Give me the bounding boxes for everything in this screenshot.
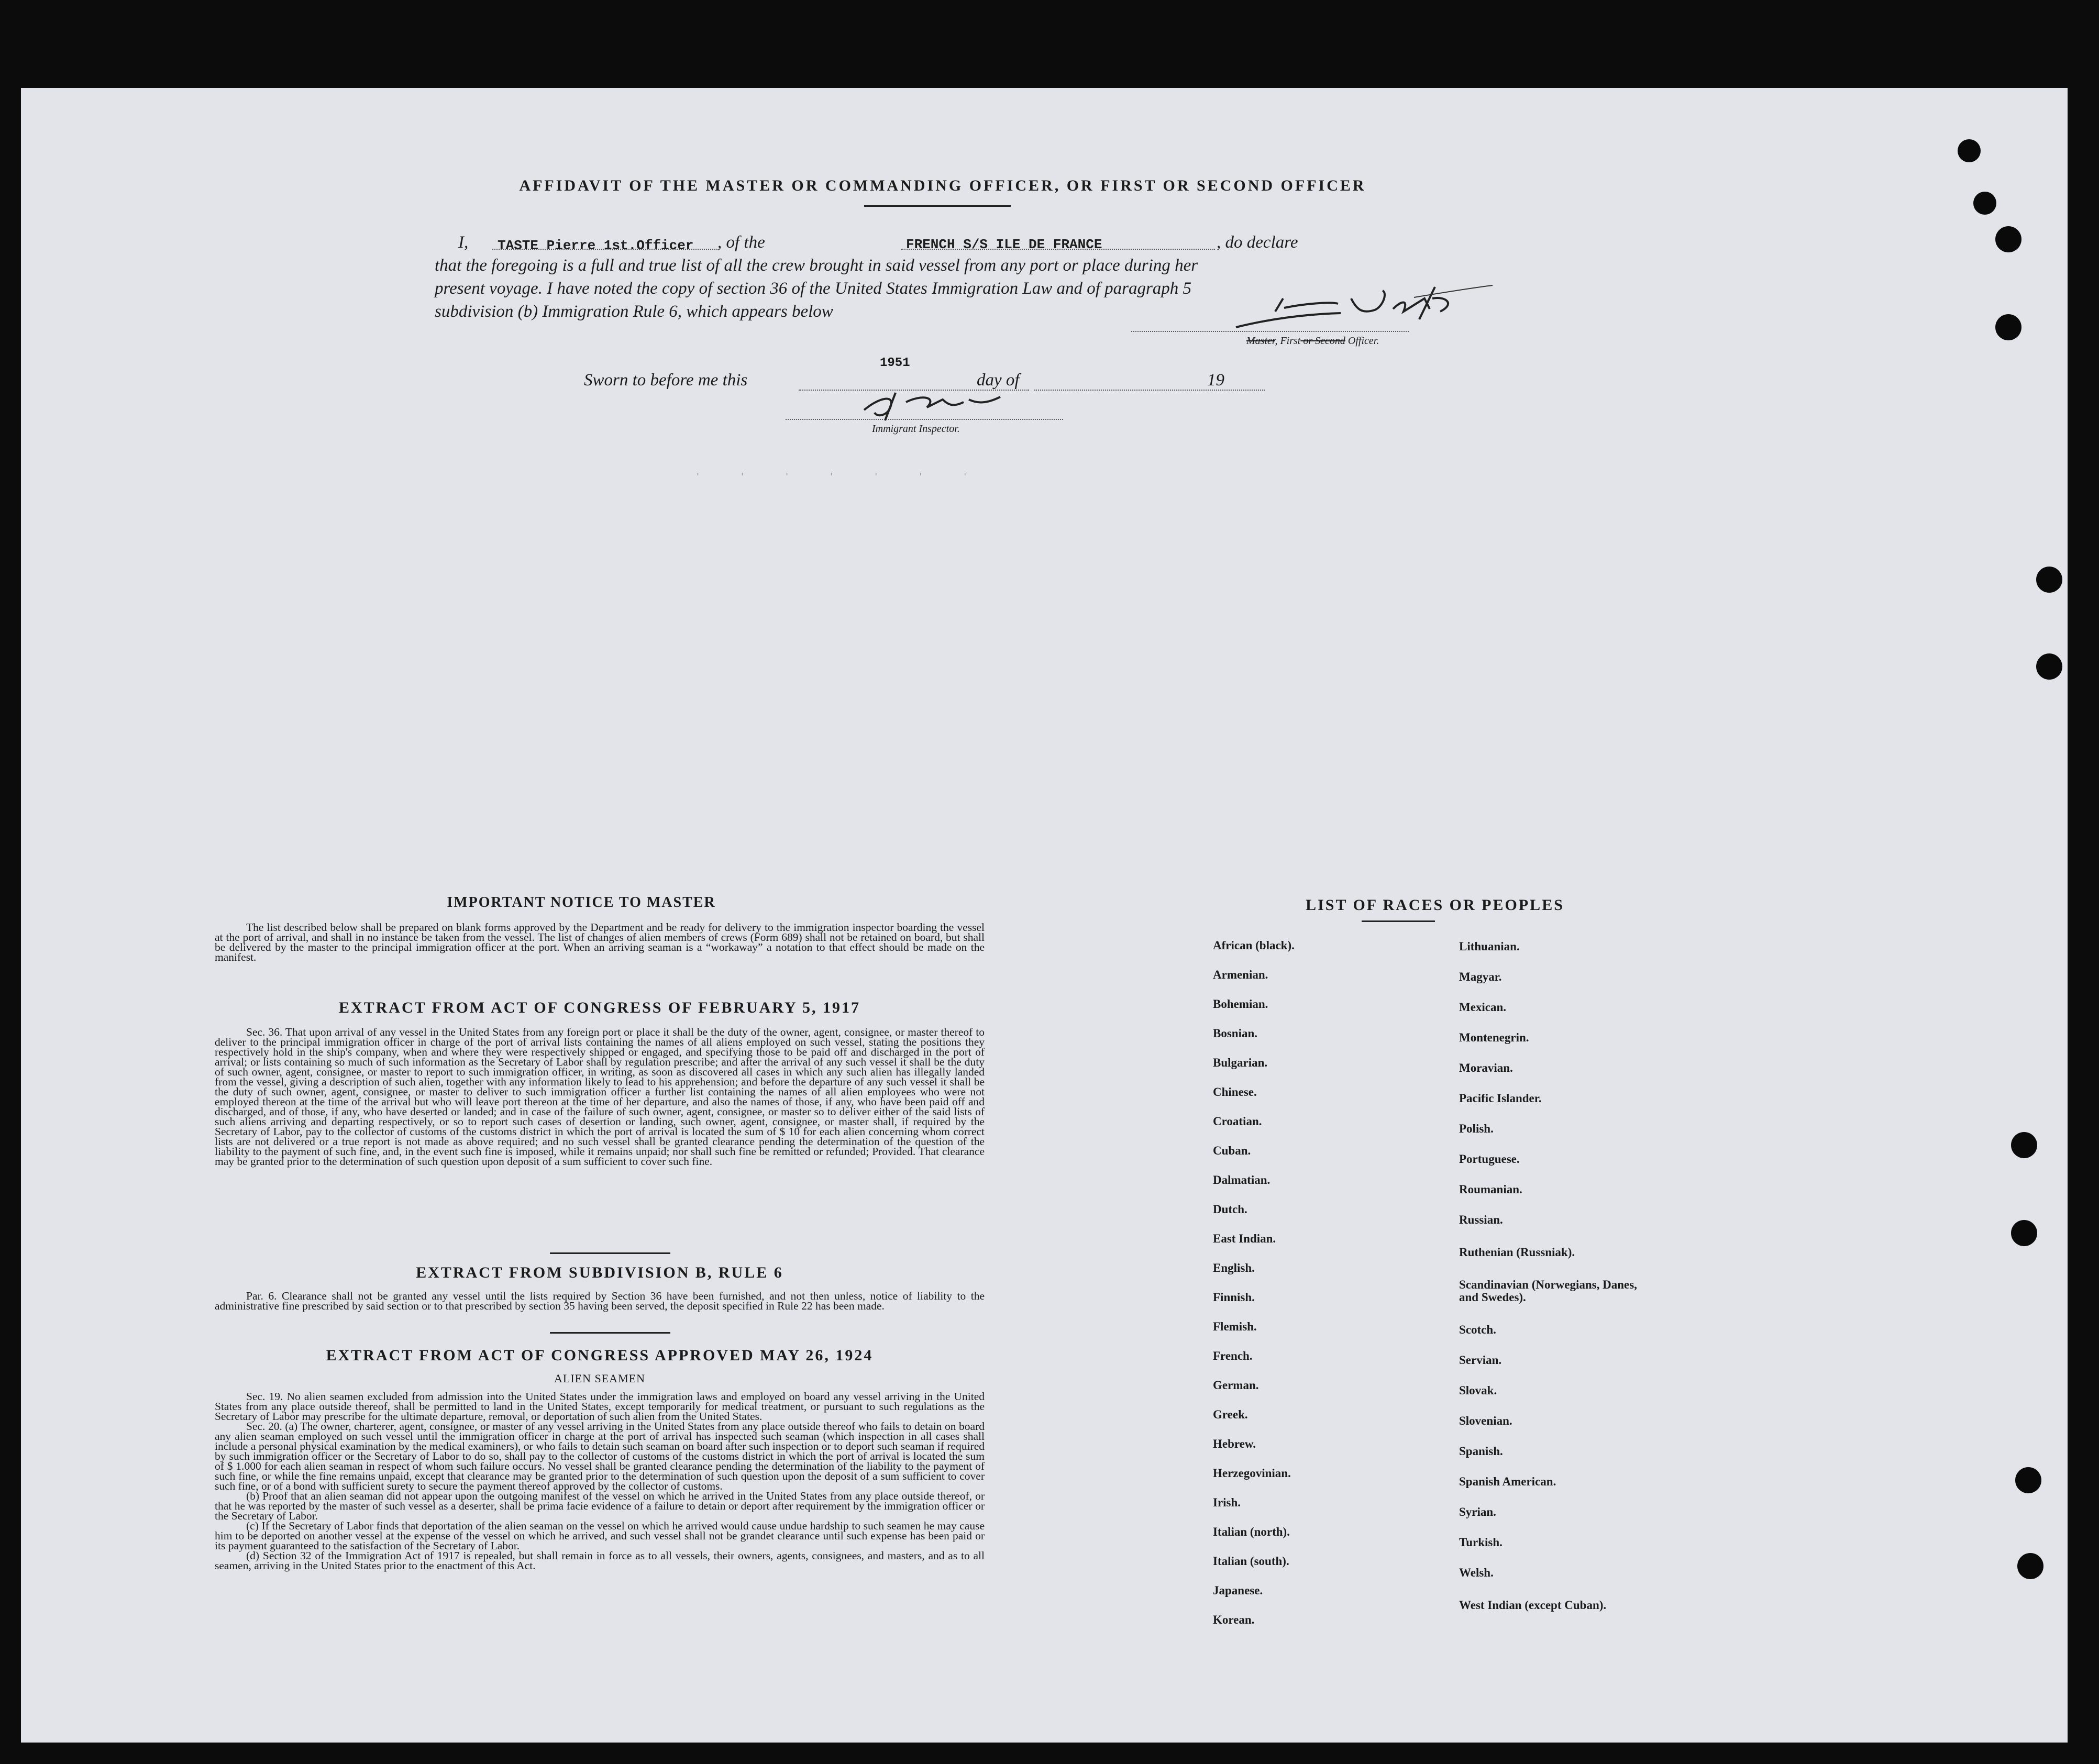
race-item: Korean. <box>1213 1613 1255 1626</box>
race-item: Herzegovinian. <box>1213 1467 1291 1480</box>
extract-1924-title: EXTRACT FROM ACT OF CONGRESS APPROVED MAY 26, 1924 <box>326 1347 874 1364</box>
inspector-label: Immigrant Inspector. <box>872 423 960 435</box>
extract-1917-paragraph: Sec. 36. That upon arrival of any vessel in the United States from any foreign port or place it shall be the duty of the owner, agent, consignee, or master thereof to deliver to the principal immigration officer in charge of the port of arrival lists containing the names of all aliens employed on such vessel, stating the positions they respectively hold in the ship's company, when and where they were respectively shipped or engaged, and specifying those to be paid off and discharged in the port of arrival; or lists containing so much of such information as the Secretary of Labor shall by regulation prescribe; and after the arrival of any such vessel it shall be the duty of such owner, agent, consignee, or master to report to such immigration officer, in writing, as soon as discovered all cases in which any such alien has illegally landed from the vessel, giving a description of such alien, together with any information likely to lead to his apprehension; and before the departure of any such vessel it shall be the duty of such owner, agent, consignee, or master to deliver to such immigration officer a further list containing the names of all alien employees who were not employed thereon at the time of the arrival but who will leave port thereon at the time of her departure, and also the names of those, if any, who have been paid off and discharged, and of those, if any, who have deserted or landed; and in case of the failure of such owner, agent, consignee, or master so to deliver either of the said lists of such aliens arriving and departing respectively, or so to report such cases of desertion or landing, such owner, agent, consignee, or master shall, if required by the Secretary of Labor, pay to the collector of customs of the customs district in which the port of arrival is located the sum of $ 10 for each alien concerning whom correct lists are not delivered or a true report is not made as above required; and no such vessel shall be granted clearance pending the determination of the question of the liability to the payment of such fine, and, in the event such fine is imposed, while it remains unpaid; nor shall such fine be remitted or refunded; Provided. That clearance may be granted prior to the determination of such question upon deposit of a sum sufficient to cover such fine. <box>215 1026 985 1168</box>
first-label: , First <box>1275 335 1301 347</box>
extract-1924-text <box>215 1392 985 1571</box>
race-item: French. <box>1213 1349 1253 1362</box>
race-item: Slovak. <box>1459 1384 1497 1397</box>
of-the-text: , of the <box>717 233 765 252</box>
signature-label <box>1246 335 1379 347</box>
race-item: Chinese. <box>1213 1085 1257 1099</box>
race-item: Moravian. <box>1459 1061 1513 1074</box>
race-item: Slovenian. <box>1459 1414 1512 1427</box>
race-item: Turkish. <box>1459 1536 1503 1549</box>
race-item: English. <box>1213 1261 1255 1274</box>
race-item: Flemish. <box>1213 1320 1257 1333</box>
title-rule <box>864 205 1011 207</box>
race-item: Syrian. <box>1459 1505 1496 1518</box>
race-item: Pacific Islander. <box>1459 1092 1542 1105</box>
race-item: Armenian. <box>1213 968 1268 981</box>
race-item: Italian (north). <box>1213 1525 1290 1538</box>
race-item: Cuban. <box>1213 1144 1251 1157</box>
sec-20d-paragraph: (d) Section 32 of the Immigration Act of 1917 is repealed, but shall remain in force as to all vessels, their owners, agents, consignees, and masters, and as to all seamen, arriving in the United States prior to the enactment of this Act. <box>215 1549 985 1572</box>
officer-name: TASTE Pierre 1st.Officer <box>498 238 694 253</box>
race-item: German. <box>1213 1379 1259 1392</box>
race-item: Scotch. <box>1459 1323 1496 1336</box>
race-item: Bohemian. <box>1213 997 1268 1011</box>
extract-1917-title: EXTRACT FROM ACT OF CONGRESS OF FEBRUARY 5, 1917 <box>338 999 861 1016</box>
race-item: Spanish. <box>1459 1445 1503 1458</box>
separator-rule <box>550 1252 670 1254</box>
declaration-line-1 <box>435 231 1419 254</box>
bleed-through-marks: ' ' ' ' ' ' ' <box>697 471 967 482</box>
race-item: East Indian. <box>1213 1232 1276 1245</box>
punch-hole <box>2036 567 2062 593</box>
alien-seamen-subtitle: ALIEN SEAMEN <box>554 1372 645 1385</box>
race-item: Italian (south). <box>1213 1555 1289 1568</box>
month-line <box>1034 390 1265 391</box>
race-item: Polish. <box>1459 1122 1494 1135</box>
race-item: Lithuanian. <box>1459 940 1520 953</box>
race-item: Scandinavian (Norwegians, Danes, and Swedes). <box>1459 1278 1637 1304</box>
master-struck-label: Master <box>1246 335 1275 347</box>
sec-20a-paragraph: Sec. 20. (a) The owner, charterer, agent, consignee, or master of any vessel arriving in the United States from any place outside thereof who fails to detain on board any alien seaman employed on such vessel until the immigration officer in charge at the port of arrival has inspected such seaman (which inspection in all cases shall include a personal physical examination by the medical examiners), or who fails to detain such seaman on board after such inspection or to deport such seaman if required by such immigration officer or the Secretary of Labor to do so, shall pay to the collector of customs of the customs district in which the port of arrival is located the sum of $ 1.000 for each alien seaman in respect of whom such failure occurs. No vessel shall be granted clearance pending the determination of the liability to the payment of such fine, or while the fine remains unpaid, except that clearance may be granted prior to the determination of such question upon the deposit of a sum sufficient to cover such fine, or of a bond with sufficient surety to secure the payment thereof approved by the collector of customs. <box>215 1420 985 1492</box>
punch-hole <box>1995 226 2021 252</box>
second-struck-label: or Second <box>1300 335 1345 347</box>
race-item: Welsh. <box>1459 1566 1494 1579</box>
punch-hole <box>2017 1553 2043 1579</box>
races-title-rule <box>1362 920 1435 922</box>
notice-text <box>215 923 985 962</box>
punch-hole <box>2015 1467 2041 1493</box>
race-item: Roumanian. <box>1459 1183 1522 1196</box>
rule6-text <box>215 1291 985 1311</box>
punch-hole <box>2011 1220 2037 1246</box>
separator-rule <box>550 1332 670 1334</box>
race-item: Bosnian. <box>1213 1027 1258 1040</box>
do-declare-text: , do declare <box>1217 233 1298 252</box>
day-of-text: day of <box>977 371 1020 390</box>
race-item: Servian. <box>1459 1353 1502 1367</box>
race-item: Spanish American. <box>1459 1475 1556 1488</box>
rule6-title: EXTRACT FROM SUBDIVISION B, RULE 6 <box>416 1264 783 1281</box>
race-item: Bulgarian. <box>1213 1056 1268 1069</box>
year-prefix: 19 <box>1207 371 1224 390</box>
notice-title: IMPORTANT NOTICE TO MASTER <box>447 894 716 911</box>
races-title: LIST OF RACES OR PEOPLES <box>1306 896 1564 914</box>
race-item: Irish. <box>1213 1496 1241 1509</box>
race-item: Japanese. <box>1213 1584 1263 1597</box>
punch-hole <box>1973 192 1996 215</box>
sec-19-paragraph: Sec. 19. No alien seamen excluded from admission into the United States under the immigration laws and employed on board any vessel arriving in the United States from any place outside thereof, shall be permitted to land in the United States, except temporarily for medical treatment, or pursuant to such regulations as the Secretary of Labor may prescribe for the ultimate departure, removal, or deportation of such alien from the United States. <box>215 1390 985 1423</box>
race-item: Magyar. <box>1459 970 1502 983</box>
race-item: Portuguese. <box>1459 1152 1520 1166</box>
race-item: Croatian. <box>1213 1115 1262 1128</box>
punch-hole <box>1995 314 2021 340</box>
race-item: Dalmatian. <box>1213 1173 1271 1186</box>
rule6-paragraph: Par. 6. Clearance shall not be granted any vessel until the lists required by Section 36 have been furnished, and not then unless, notice of liability to the administrative fine prescribed by said section or to that prescribed by section 35 having been served, the deposit specified in Rule 22 has been made. <box>215 1290 985 1312</box>
vessel-name: FRENCH S/S ILE DE FRANCE <box>906 237 1102 252</box>
sec-20b-paragraph: (b) Proof that an alien seaman did not appear upon the outgoing manifest of the vessel on which he arrived in the United States from any place outside thereof, or that he was reported by the master of such vessel as a deserter, shall be prima facie evidence of a failure to detain or deport after requirement by the immigration officer or the Secretary of Labor. <box>215 1490 985 1522</box>
race-item: Russian. <box>1459 1213 1503 1226</box>
signature-line <box>1131 331 1409 332</box>
punch-hole <box>1958 139 1981 162</box>
inspector-line <box>786 419 1063 420</box>
race-item: Ruthenian (Russniak). <box>1459 1246 1575 1259</box>
officer-name-line <box>492 249 717 250</box>
stamped-year: 1951 <box>880 356 910 370</box>
race-item: Greek. <box>1213 1408 1248 1421</box>
declaration-line-3: present voyage. I have noted the copy of section 36 of the United States Immigration Law and of paragraph 5 <box>435 279 1192 298</box>
notice-paragraph: The list described below shall be prepared on blank forms approved by the Department and be ready for delivery to the immigration inspector boarding the vessel at the port of arrival, and shall in no instance be taken from the vessel. The list of changes of alien members of crews (Form 689) shall not be retained on board, but shall be delivered by the master to the principal immigration officer at the port. When an arriving seaman is a “workaway” a notation to that effect should be made on the manifest. <box>215 921 985 963</box>
inspector-signature <box>859 386 1016 423</box>
declaration-line-4: subdivision (b) Immigration Rule 6, which appears below <box>435 302 833 321</box>
officer-label: Officer. <box>1345 335 1379 347</box>
vessel-line <box>901 249 1215 250</box>
affidavit-title: AFFIDAVIT OF THE MASTER OR COMMANDING OFFICER, OR FIRST OR SECOND OFFICER <box>519 177 1366 194</box>
punch-hole <box>2036 653 2062 680</box>
race-item: Finnish. <box>1213 1291 1255 1304</box>
declaration-i: I, <box>458 233 469 252</box>
race-item: African (black). <box>1213 939 1295 952</box>
sec-20c-paragraph: (c) If the Secretary of Labor finds that deportation of the alien seaman on the vessel on which he arrived would cause undue hardship to such seamen he may cause him to be deported on another vessel at the expense of the vessel on which he arrived, and such vessel shall not be grandet clearance until such expense has been paid or its payment guaranteed to the satisfaction of the Secretary of Labor. <box>215 1519 985 1552</box>
race-item: West Indian (except Cuban). <box>1459 1599 1607 1612</box>
race-item: Montenegrin. <box>1459 1031 1529 1044</box>
extract-1917-text <box>215 1027 985 1167</box>
race-item: Dutch. <box>1213 1203 1247 1216</box>
punch-hole <box>2011 1132 2037 1158</box>
sworn-text: Sworn to before me this <box>584 371 748 390</box>
races-left-column <box>1213 939 1422 1641</box>
declaration-line-2: that the foregoing is a full and true list of all the crew brought in said vessel from any port or place during her <box>435 256 1198 275</box>
races-right-column <box>1459 940 1669 1642</box>
race-item: Mexican. <box>1459 1001 1507 1014</box>
race-item: Hebrew. <box>1213 1437 1256 1450</box>
